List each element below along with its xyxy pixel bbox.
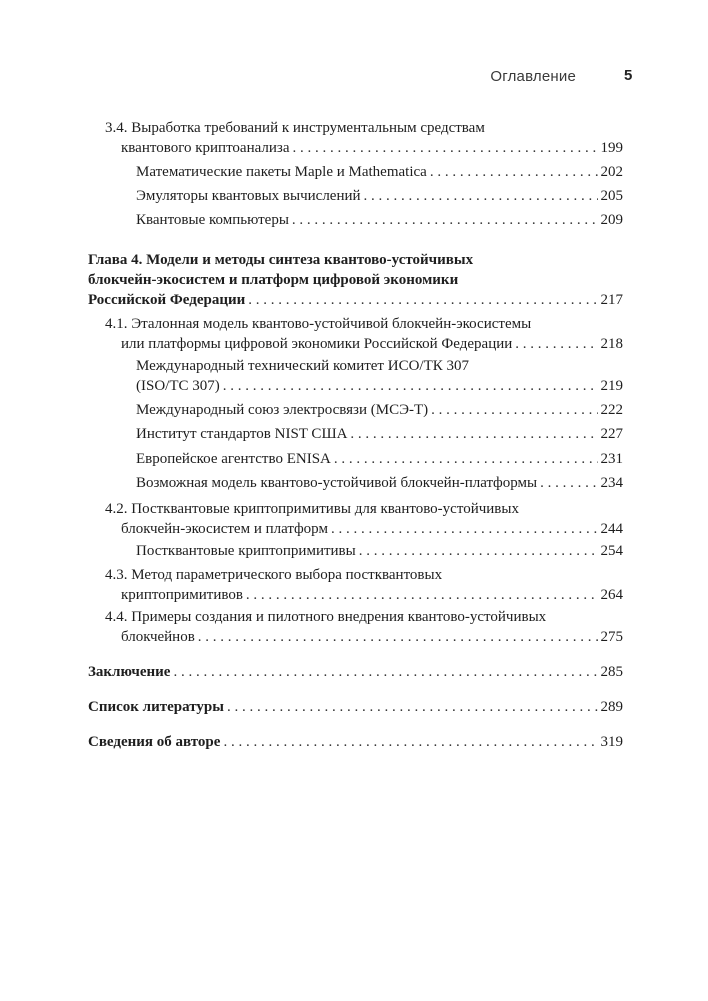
toc-page-number: 231 (600, 451, 623, 467)
dot-leader (198, 627, 598, 647)
toc-entry-text: Эмуляторы квантовых вычислений (136, 188, 361, 204)
toc-entry-text: блокчейн-экосистем и платформ (121, 521, 328, 537)
toc-entry-text: Европейское агентство ENISA (136, 451, 331, 467)
toc-page-number: 254 (600, 543, 623, 559)
toc-entry-text: Сведения об авторе (88, 734, 221, 750)
dot-leader (331, 519, 598, 539)
toc-page-number: 205 (600, 188, 623, 204)
toc-entry-text: или платформы цифровой экономики Российской Федерации (121, 336, 513, 352)
toc-entry-text: Институт стандартов NIST США (136, 426, 348, 442)
toc-page-number: 227 (600, 426, 623, 442)
dot-leader (292, 210, 598, 230)
toc-entry-text: Возможная модель квантово-устойчивой блокчейн-платформы (136, 475, 538, 491)
toc-entry-text: Список литературы (88, 699, 224, 715)
dot-leader (227, 697, 598, 717)
toc-entry-text: криптопримитивов (121, 587, 243, 603)
toc-page-number: 319 (600, 734, 623, 750)
dot-leader (359, 541, 598, 561)
dot-leader (334, 449, 598, 469)
dot-leader (540, 473, 597, 493)
running-header (0, 66, 708, 90)
toc-entry-text: 4.3. Метод параметрического выбора постквантовых (105, 567, 443, 583)
toc-page-number: 209 (600, 212, 623, 228)
toc-entry-text: блокчейн-экосистем и платформ цифровой экономики (88, 272, 459, 288)
dot-leader (431, 400, 597, 420)
toc-page-number: 217 (600, 292, 623, 308)
toc-page-number: 285 (600, 664, 623, 680)
toc-page-number: 218 (600, 336, 623, 352)
dot-leader (293, 138, 598, 158)
header-page-number: 5 (624, 67, 633, 84)
toc-entry-text: Российской Федерации (88, 292, 246, 308)
toc-page-number: 199 (600, 140, 623, 156)
dot-leader (223, 732, 597, 752)
toc-entry-text: 3.4. Выработка требований к инструментальным средствам (105, 120, 485, 136)
toc-entry-text: Заключение (88, 664, 171, 680)
toc-entry-text: 4.4. Примеры создания и пилотного внедрения квантово-устойчивых (105, 609, 547, 625)
toc-page-number: 219 (600, 378, 623, 394)
dot-leader (350, 424, 597, 444)
dot-leader (223, 376, 598, 396)
toc-page-number: 222 (600, 402, 623, 418)
toc-entry-text: блокчейнов (121, 629, 195, 645)
toc-page-number: 244 (600, 521, 623, 537)
dot-leader (173, 662, 597, 682)
toc-page-number: 234 (600, 475, 623, 491)
toc-entry-text: квантового криптоанализа (121, 140, 290, 156)
toc-page-number: 202 (600, 164, 623, 180)
toc-entry-text: Глава 4. Модели и методы синтеза квантово-устойчивых (88, 252, 474, 268)
dot-leader (515, 334, 597, 354)
toc-entry-text: Математические пакеты Maple и Mathematica (136, 164, 427, 180)
toc-entry-text: 4.1. Эталонная модель квантово-устойчивой блокчейн-экосистемы (105, 316, 532, 332)
toc-entry-text: 4.2. Постквантовые криптопримитивы для квантово-устойчивых (105, 501, 519, 517)
toc-entry-text: Международный союз электросвязи (МСЭ-Т) (136, 402, 429, 418)
toc-entry-text: Международный технический комитет ИСО/ТК 307 (136, 358, 469, 374)
toc-entry-text: Квантовые компьютеры (136, 212, 289, 228)
toc-page-number: 264 (600, 587, 623, 603)
toc-page-number: 289 (600, 699, 623, 715)
toc-entry-text: (ISO/TC 307) (136, 378, 220, 394)
dot-leader (248, 290, 597, 310)
dot-leader (430, 162, 598, 182)
dot-leader (246, 585, 598, 605)
header-title: Оглавление (490, 68, 576, 85)
toc-entry-text: Постквантовые криптопримитивы (136, 543, 356, 559)
dot-leader (364, 186, 598, 206)
toc-page-number: 275 (600, 629, 623, 645)
